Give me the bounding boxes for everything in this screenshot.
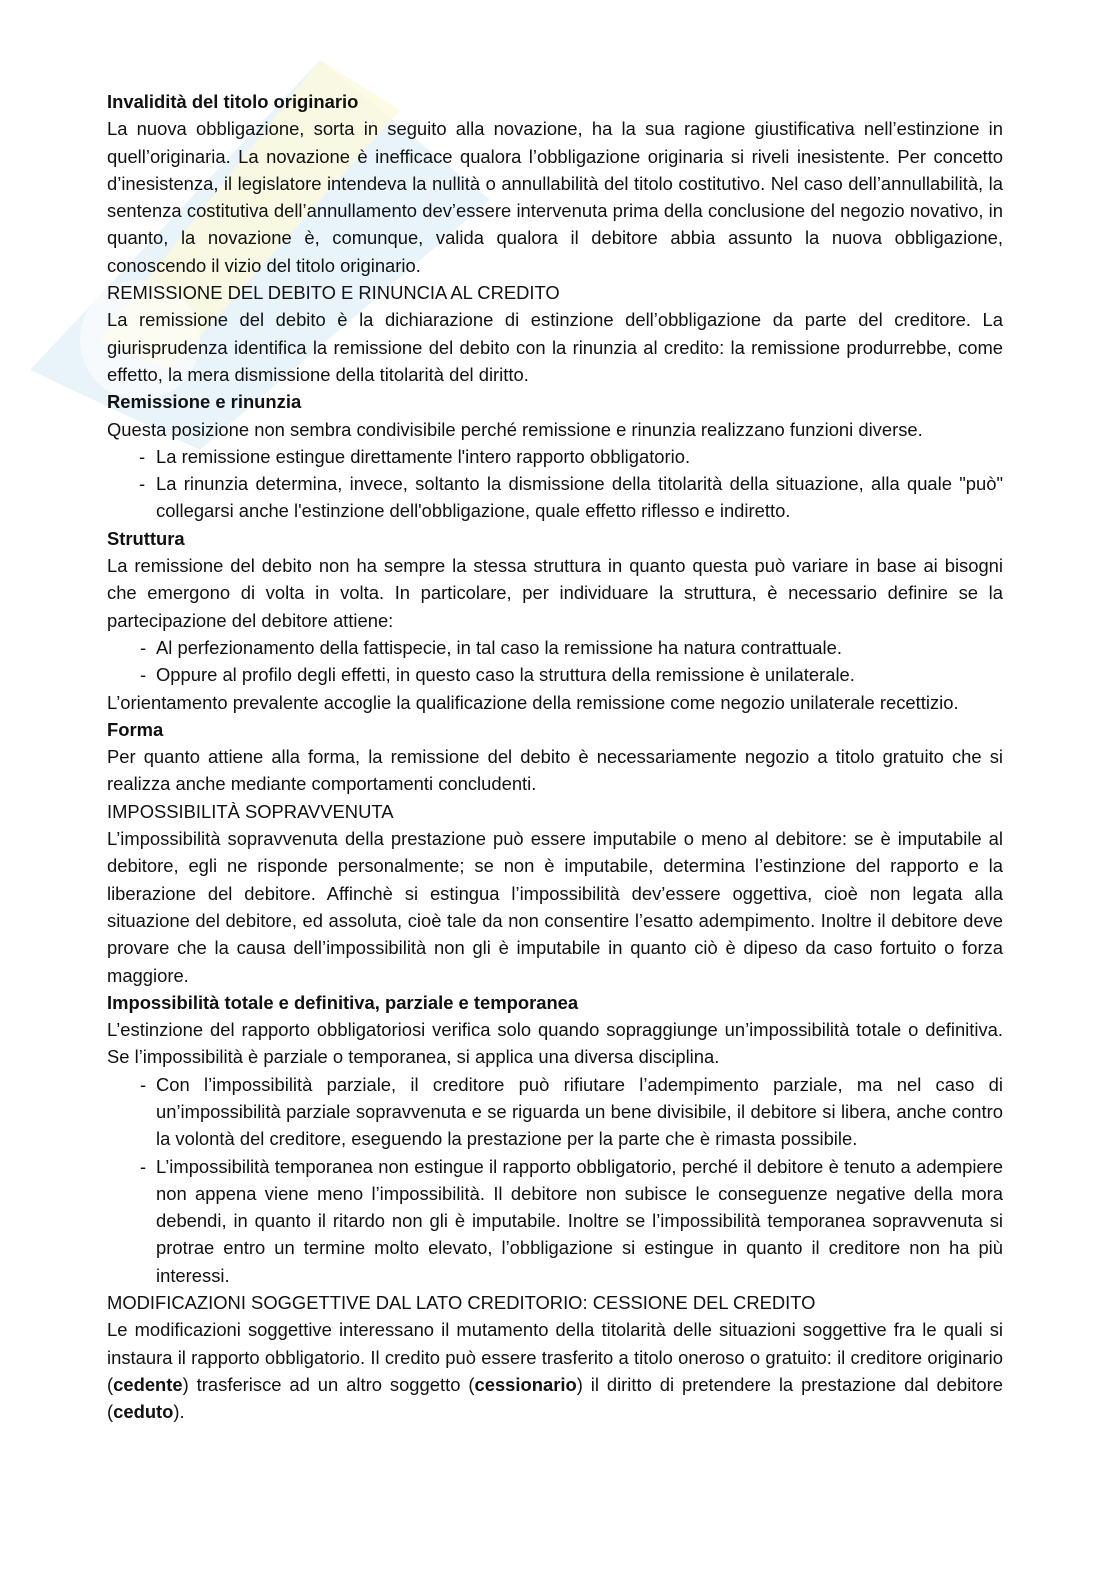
- dash-bullet: -: [140, 664, 147, 686]
- dash-bullet: -: [139, 445, 146, 467]
- dash-bullet: -: [139, 473, 146, 495]
- paragraph: L’orientamento prevalente accoglie la qualificazione della remissione come negozio unilaterale recettizio.: [107, 691, 959, 713]
- paragraph: Per quanto attiene alla forma, la remissione del debito è necessariamente negozio a titolo gratuito che si realizza anche mediante comportamenti concludenti.: [107, 746, 1003, 795]
- paragraph: Le modificazioni soggettive interessano il mutamento della titolarità delle situazioni soggettive fra le quali si instaura il rapporto obbligatorio. Il credito può essere trasferito a titolo oneroso o gratuito: il creditore originario (cedente) trasferisce ad un altro soggetto (cessionario) il diritto di pretendere la prestazione dal debitore (ceduto).: [107, 1319, 1003, 1423]
- term-cessionario: cessionario: [474, 1373, 577, 1395]
- paragraph: L’estinzione del rapporto obbligatoriosi verifica solo quando sopraggiunge un’impossibilità totale o definitiva. Se l’impossibilità è parziale o temporanea, si applica una diversa disciplina.: [107, 1019, 1003, 1068]
- heading-forma: Forma: [107, 718, 164, 740]
- dash-bullet: -: [140, 1155, 147, 1177]
- heading-remissione-debito: REMISSIONE DEL DEBITO E RINUNCIA AL CREDITO: [107, 282, 560, 304]
- list-item: - Oppure al profilo degli effetti, in questo caso la struttura della remissione è unilaterale.: [107, 661, 1003, 688]
- paragraph: L’impossibilità sopravvenuta della prestazione può essere imputabile o meno al debitore: se è imputabile al debitore, egli ne risponde personalmente; se non è imputabile, determina l’estinzione del rapporto e la liberazione del debitore. Affinchè si estingua l’impossibilità dev’essere oggettiva, cioè non legata alla situazione del debitore, ed assoluta, cioè tale da non consentire l’esatto adempimento. Inoltre il debitore deve provare che la causa dell’impossibilità non gli è imputabile in quanto ciò è dipeso da caso fortuito o forza maggiore.: [107, 828, 1003, 986]
- heading-struttura: Struttura: [107, 527, 185, 549]
- list-item: - Al perfezionamento della fattispecie, in tal caso la remissione ha natura contrattuale.: [107, 634, 1003, 661]
- document-page: [107, 88, 1003, 1426]
- paragraph: La remissione del debito è la dichiarazione di estinzione dell’obbligazione da parte del creditore. La giurisprudenza identifica la remissione del debito con la rinunzia al credito: la remissione produrrebbe, come effetto, la mera dismissione della titolarità del diritto.: [107, 309, 1003, 385]
- paragraph: La nuova obbligazione, sorta in seguito alla novazione, ha la sua ragione giustificativa nell’estinzione in quell’originaria. La novazione è inefficace qualora l’obbligazione originaria si riveli inesistente. Per concetto d’inesistenza, il legislatore intendeva la nullità o annullabilità del titolo costitutivo. Nel caso dell’annullabilità, la sentenza costitutiva dell’annullamento dev’essere intervenuta prima della conclusione del negozio novativo, in quanto, la novazione è, comunque, valida qualora il debitore abbia assunto la nuova obbligazione, conoscendo il vizio del titolo originario.: [107, 118, 1003, 276]
- paragraph: La remissione del debito non ha sempre la stessa struttura in quanto questa può variare in base ai bisogni che emergono di volta in volta. In particolare, per individuare la struttura, è necessario definire se la partecipazione del debitore attiene:: [107, 555, 1003, 631]
- paragraph: Questa posizione non sembra condivisibile perché remissione e rinunzia realizzano funzioni diverse.: [107, 418, 923, 440]
- bullet-list: [107, 1071, 1003, 1289]
- term-cedente: cedente: [113, 1373, 183, 1395]
- bullet-list: [107, 443, 1003, 525]
- heading-cessione-credito: MODIFICAZIONI SOGGETTIVE DAL LATO CREDITORIO: CESSIONE DEL CREDITO: [107, 1292, 816, 1314]
- list-item: - L’impossibilità temporanea non estingue il rapporto obbligatorio, perché il debitore è tenuto a adempiere non appena viene meno l’impossibilità. Il debitore non subisce le conseguenze negative della mora debendi, in quanto il ritardo non gli è imputabile. Inoltre se l’impossibilità temporanea sopravvenuta si protrae entro un termine molto elevato, l’obbligazione si estingue in quanto il creditore non ha più interessi.: [107, 1153, 1003, 1289]
- dash-bullet: -: [140, 636, 147, 658]
- heading-invalidita: Invalidità del titolo originario: [107, 91, 359, 112]
- bullet-list: [107, 634, 1003, 689]
- heading-impossibilita-sopravvenuta: IMPOSSIBILITÀ SOPRAVVENUTA: [107, 800, 394, 822]
- list-item: - La remissione estingue direttamente l'intero rapporto obbligatorio.: [107, 443, 1003, 470]
- heading-remissione-rinunzia: Remissione e rinunzia: [107, 391, 302, 413]
- dash-bullet: -: [140, 1073, 147, 1095]
- list-item: - Con l’impossibilità parziale, il creditore può rifiutare l’adempimento parziale, ma nel caso di un’impossibilità parziale sopravvenuta e se riguarda un bene divisibile, il debitore si libera, anche contro la volontà del creditore, eseguendo la prestazione per la parte che è rimasta possibile.: [107, 1071, 1003, 1153]
- list-item: - La rinunzia determina, invece, soltanto la dismissione della titolarità della situazione, alla quale "può" collegarsi anche l'estinzione dell'obbligazione, quale effetto riflesso e indiretto.: [107, 470, 1003, 525]
- heading-impossibilita-totale: Impossibilità totale e definitiva, parziale e temporanea: [107, 991, 579, 1013]
- term-ceduto: ceduto: [113, 1401, 174, 1423]
